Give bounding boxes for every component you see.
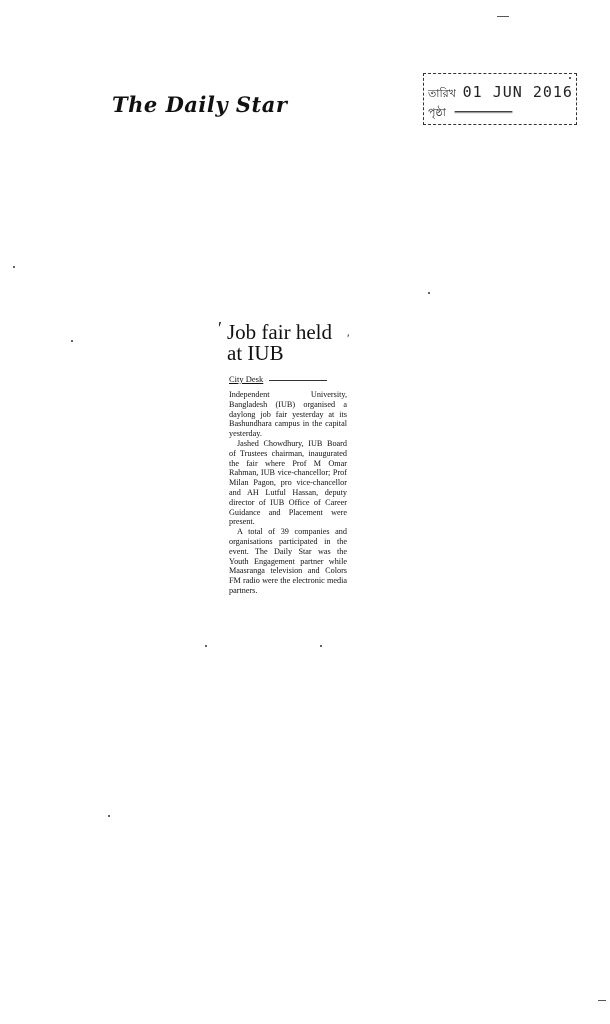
scan-speck: [205, 645, 207, 647]
scan-speck: [71, 340, 73, 342]
stamp-date-label: তারিখ: [428, 88, 456, 100]
news-clipping: [218, 318, 351, 596]
scan-speck: [320, 645, 322, 647]
scan-mark: [598, 1000, 606, 1001]
article-byline: [229, 374, 351, 384]
scan-speck: [569, 77, 571, 79]
byline-text: City Desk: [229, 374, 264, 384]
article-paragraph: Jashed Chowdhury, IUB Board of Trustees chairman, inaugurated the fair where Prof M Omar Rahman, IUB vice-chancellor; Prof Milan Pagon, pro vice-chancellor and AH Lutful Hassan, deputy director of IUB Office of Career Guidance and Placement were present.: [229, 438, 347, 527]
article-paragraph: Independent University, Bangladesh (IUB) organised a daylong job fair yesterday at its Bashundhara campus in the capital yesterday.: [229, 390, 347, 439]
stamp-date-row: [428, 83, 573, 104]
stamp-page-label: পৃষ্ঠা: [428, 107, 446, 119]
newspaper-masthead: The Daily Star: [112, 92, 288, 117]
scan-speck: [108, 815, 110, 817]
scan-speck: [13, 266, 15, 268]
date-stamp: [423, 73, 577, 125]
pen-mark: ′: [218, 318, 222, 338]
scan-speck: [428, 292, 430, 294]
byline-rule: [269, 380, 327, 381]
stamp-signature: —​————: [454, 104, 513, 119]
stamp-page-row: [428, 104, 512, 123]
headline-text: Job fair held at IUB: [227, 320, 332, 365]
article-body: [229, 390, 347, 596]
scan-mark: [497, 16, 509, 17]
article-headline: [218, 318, 351, 365]
pen-mark: ′: [347, 331, 350, 345]
article-paragraph: A total of 39 companies and organisations participated in the event. The Daily Star was the Youth Engagement partner while Maasranga television and Colors FM radio were the electronic media partners.: [229, 527, 347, 595]
stamp-date: 01 JUN 2016: [462, 83, 573, 101]
